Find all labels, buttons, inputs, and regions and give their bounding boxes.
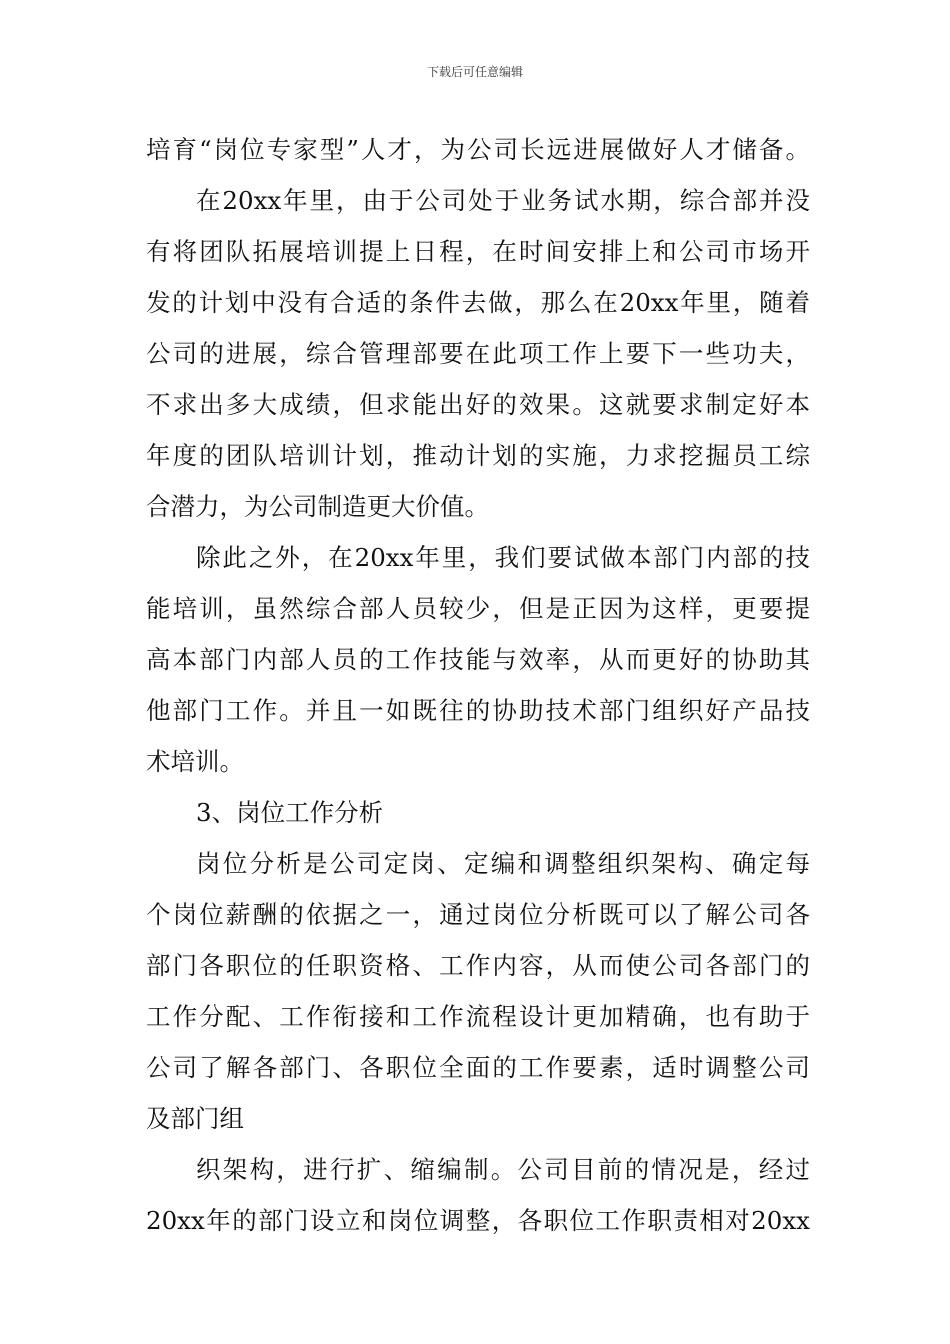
text-line: 除此之外，在20xx年里，我们要试做本部门内部的技: [196, 543, 810, 572]
text-line: 能培训，虽然综合部人员较少，但是正因为这样，更要提: [146, 594, 810, 623]
text-line: 术培训。: [146, 747, 244, 776]
text-line: 织架构，进行扩、缩编制。公司目前的情况是，经过: [196, 1155, 810, 1184]
text-line: 年度的团队培训计划，推动计划的实施，力求挖掘员工综: [146, 441, 810, 470]
page-header: 下载后可任意编辑: [426, 65, 523, 79]
text-line: 个岗位薪酬的依据之一，通过岗位分析既可以了解公司各: [146, 900, 810, 929]
text-line: 及部门组: [146, 1104, 244, 1133]
text-line: 培育“岗位专家型”人才，为公司长远进展做好人才储备。: [146, 135, 810, 164]
text-line: 20xx年的部门设立和岗位调整，各职位工作职责相对20xx: [146, 1206, 810, 1235]
text-line: 部门各职位的任职资格、工作内容，从而使公司各部门的: [146, 951, 810, 980]
text-line: 公司的进展，综合管理部要在此项工作上要下一些功夫，: [146, 339, 810, 368]
text-line: 工作分配、工作衔接和工作流程设计更加精确，也有助于: [146, 1002, 810, 1031]
text-line: 发的计划中没有合适的条件去做，那么在20xx年里，随着: [146, 288, 810, 317]
text-line: 高本部门内部人员的工作技能与效率，从而更好的协助其: [146, 645, 810, 674]
text-line: 在20xx年里，由于公司处于业务试水期，综合部并没: [196, 186, 810, 215]
text-line: 公司了解各部门、各职位全面的工作要素，适时调整公司: [146, 1053, 810, 1082]
text-line: 合潜力，为公司制造更大价值。: [146, 492, 489, 521]
section-heading: 3、岗位工作分析: [196, 798, 384, 827]
document-body: [146, 124, 810, 1246]
text-line: 有将团队拓展培训提上日程，在时间安排上和公司市场开: [146, 237, 810, 266]
text-line: 岗位分析是公司定岗、定编和调整组织架构、确定每: [196, 849, 810, 878]
text-line: 不求出多大成绩，但求能出好的效果。这就要求制定好本: [146, 390, 810, 419]
text-line: 他部门工作。并且一如既往的协助技术部门组织好产品技: [146, 696, 810, 725]
